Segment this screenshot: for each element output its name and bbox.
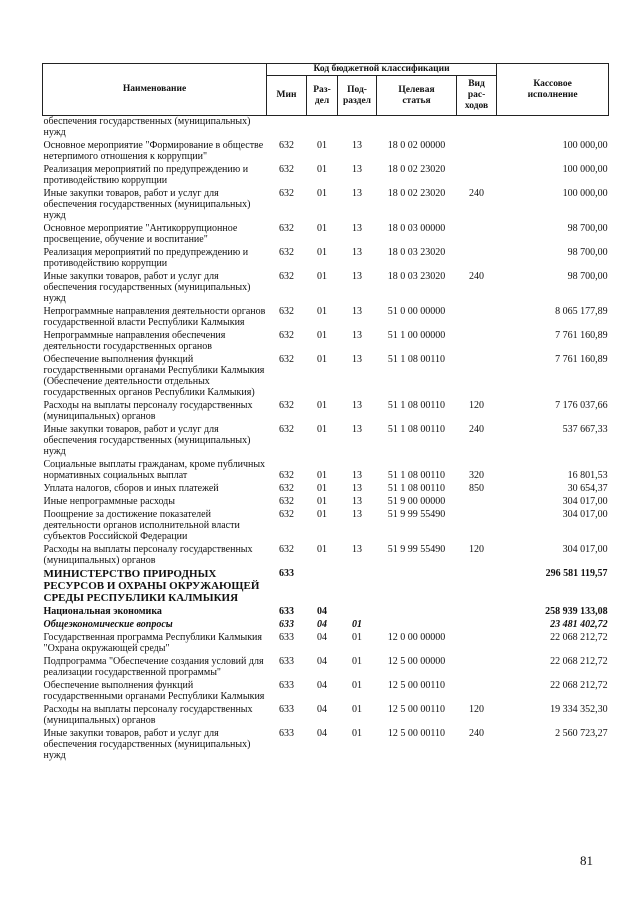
row-amount: 296 581 119,57 (545, 568, 608, 579)
row-podrazdel-code (338, 566, 377, 604)
row-razdel-code: 01 (317, 544, 327, 555)
row-article-code: 51 9 99 55490 (387, 544, 446, 555)
row-amount: 23 481 402,72 (550, 619, 608, 630)
row-amount: 98 700,00 (567, 247, 608, 258)
row-razdel-code: 01 (317, 140, 327, 151)
row-razdel-code: 01 (317, 164, 327, 175)
row-min-code: 633 (279, 728, 294, 739)
row-min-code: 632 (279, 223, 294, 234)
table-row (43, 352, 609, 398)
row-min-code: 632 (279, 188, 294, 199)
table-row (43, 617, 609, 630)
row-vid-code (457, 678, 497, 702)
row-podrazdel-code: 01 (352, 704, 362, 715)
row-article-code: 51 9 99 55490 (387, 509, 446, 520)
table-row (43, 138, 609, 162)
row-article-code: 12 5 00 00110 (387, 680, 446, 691)
row-min-code: 633 (279, 656, 294, 667)
row-podrazdel-code: 13 (352, 544, 362, 555)
row-article-code: 18 0 03 00000 (387, 223, 446, 234)
row-min-code: 633 (279, 680, 294, 691)
table-row (43, 566, 609, 604)
row-min-code: 632 (279, 271, 294, 282)
row-amount: 22 068 212,72 (550, 680, 608, 691)
row-razdel-code: 01 (317, 354, 327, 365)
row-razdel-code: 04 (317, 632, 327, 643)
row-razdel-code: 01 (317, 424, 327, 435)
row-min-code: 632 (279, 140, 294, 151)
row-article-code: 51 1 08 00110 (387, 424, 446, 435)
row-name: Иные закупки товаров, работ и услуг для обеспечения государственных (муниципальных) нужд (43, 728, 251, 761)
row-vid-code (457, 116, 497, 139)
row-article-code: 51 1 08 00110 (387, 354, 446, 365)
row-min-code: 633 (279, 568, 294, 579)
row-razdel-code: 01 (317, 509, 327, 520)
header-classification-group: Код бюджетной классификации (267, 64, 497, 76)
table-row (43, 304, 609, 328)
table-row (43, 422, 609, 457)
row-razdel-code: 01 (317, 483, 327, 494)
row-vid-code (457, 221, 497, 245)
table-row (43, 654, 609, 678)
row-min-code: 632 (279, 354, 294, 365)
row-podrazdel-code: 13 (352, 400, 362, 411)
row-amount: 100 000,00 (562, 188, 608, 199)
row-razdel-code: 04 (317, 728, 327, 739)
table-row (43, 702, 609, 726)
table-header (43, 64, 609, 116)
row-name: Социальные выплаты гражданам, кроме публичных нормативных социальных выплат (43, 459, 266, 481)
row-podrazdel-code: 13 (352, 164, 362, 175)
row-razdel-code: 01 (317, 247, 327, 258)
row-name: Подпрограмма "Обеспечение создания условий для реализации государственной программы" (43, 656, 264, 678)
row-min-code (267, 116, 307, 139)
row-amount: 16 801,53 (567, 470, 608, 481)
row-name: Непрограммные направления деятельности органов государственной власти Республики Калмыкия (43, 306, 266, 328)
row-vid-code (457, 604, 497, 617)
row-min-code: 633 (279, 632, 294, 643)
row-name: МИНИСТЕРСТВО ПРИРОДНЫХ РЕСУРСОВ И ОХРАНЫ ОКРУЖАЮЩЕЙ СРЕДЫ РЕСПУБЛИКИ КАЛМЫКИЯ (43, 568, 260, 604)
row-amount: 258 939 133,08 (545, 606, 608, 617)
table-row (43, 245, 609, 269)
row-vid-code (457, 304, 497, 328)
row-razdel-code (307, 116, 338, 139)
row-amount: 100 000,00 (562, 140, 608, 151)
row-vid-code (457, 494, 497, 507)
table-row (43, 221, 609, 245)
row-amount: 304 017,00 (562, 496, 608, 507)
header-vid: Вид рас- ходов (457, 76, 497, 116)
row-min-code: 632 (279, 470, 294, 481)
row-podrazdel-code: 13 (352, 306, 362, 317)
row-name: Непрограммные направления обеспечения деятельности государственных органов (43, 330, 226, 352)
row-podrazdel-code: 13 (352, 470, 362, 481)
row-vid-code (457, 328, 497, 352)
row-vid-code (457, 654, 497, 678)
row-name: Реализация мероприятий по предупреждению и противодействию коррупции (43, 247, 249, 269)
row-name: Государственная программа Республики Калмыкия "Охрана окружающей среды" (43, 632, 263, 654)
row-min-code: 632 (279, 496, 294, 507)
row-vid-code: 850 (469, 483, 485, 494)
row-name: Основное мероприятие "Формирование в обществе нетерпимого отношения к коррупции" (43, 140, 264, 162)
row-podrazdel-code (338, 604, 377, 617)
table-row (43, 630, 609, 654)
row-amount: 98 700,00 (567, 223, 608, 234)
header-name: Наименование (43, 64, 267, 116)
row-amount: 22 068 212,72 (550, 632, 608, 643)
row-razdel-code: 01 (317, 400, 327, 411)
budget-table (42, 63, 609, 761)
row-min-code: 632 (279, 247, 294, 258)
row-podrazdel-code: 13 (352, 271, 362, 282)
row-article-code: 12 5 00 00000 (387, 656, 446, 667)
row-article-code: 18 0 03 23020 (387, 271, 446, 282)
row-vid-code: 240 (469, 728, 485, 739)
table-row (43, 726, 609, 761)
header-podrazdel: Под- раздел (338, 76, 377, 116)
row-name: Основное мероприятие "Антикоррупционное просвещение, обучение и воспитание" (43, 223, 238, 245)
row-min-code: 632 (279, 400, 294, 411)
row-podrazdel-code: 01 (352, 632, 362, 643)
row-vid-code (457, 352, 497, 398)
row-podrazdel-code: 13 (352, 483, 362, 494)
row-name: Расходы на выплаты персоналу государственных (муниципальных) органов (43, 400, 253, 422)
row-amount: 304 017,00 (562, 544, 608, 555)
row-min-code: 633 (279, 619, 294, 630)
row-min-code: 632 (279, 509, 294, 520)
row-amount: 304 017,00 (562, 509, 608, 520)
row-vid-code (457, 617, 497, 630)
row-vid-code (457, 566, 497, 604)
row-amount: 22 068 212,72 (550, 656, 608, 667)
row-razdel-code: 01 (317, 330, 327, 341)
table-row (43, 328, 609, 352)
table-body (43, 116, 609, 762)
row-vid-code: 120 (469, 544, 485, 555)
table-row (43, 542, 609, 566)
row-razdel-code: 01 (317, 223, 327, 234)
row-amount: 8 065 177,89 (555, 306, 608, 317)
row-razdel-code: 01 (317, 271, 327, 282)
row-article-code: 18 0 02 23020 (387, 164, 446, 175)
row-podrazdel-code: 13 (352, 330, 362, 341)
row-article-code: 51 9 00 00000 (387, 496, 446, 507)
row-amount: 30 654,37 (567, 483, 608, 494)
row-min-code: 632 (279, 544, 294, 555)
row-podrazdel-code: 01 (352, 680, 362, 691)
row-vid-code: 240 (469, 188, 485, 199)
row-vid-code: 120 (469, 400, 485, 411)
header-min: Мин (267, 76, 307, 116)
row-name: Обеспечение выполнения функций государственными органами Республики Калмыкия (43, 680, 265, 702)
row-amount: 2 560 723,27 (555, 728, 608, 739)
row-razdel-code: 01 (317, 470, 327, 481)
row-article-code: 12 0 00 00000 (387, 632, 446, 643)
row-amount: 7 176 037,66 (555, 400, 608, 411)
row-amount: 98 700,00 (567, 271, 608, 282)
row-name: Иные закупки товаров, работ и услуг для обеспечения государственных (муниципальных) нужд (43, 188, 251, 221)
row-podrazdel-code: 13 (352, 223, 362, 234)
table-row (43, 507, 609, 542)
row-vid-code: 120 (469, 704, 485, 715)
row-razdel-code: 01 (317, 496, 327, 507)
table-row (43, 457, 609, 481)
row-min-code: 632 (279, 306, 294, 317)
row-article-code: 12 5 00 00110 (387, 704, 446, 715)
row-article-code: 18 0 03 23020 (387, 247, 446, 258)
row-article-code: 51 1 08 00110 (387, 483, 446, 494)
row-razdel-code: 01 (317, 306, 327, 317)
row-vid-code (457, 162, 497, 186)
table-row (43, 162, 609, 186)
row-razdel-code: 04 (317, 704, 327, 715)
row-vid-code (457, 507, 497, 542)
header-razdel: Раз- дел (307, 76, 338, 116)
row-podrazdel-code: 01 (352, 728, 362, 739)
row-podrazdel-code: 13 (352, 424, 362, 435)
row-min-code: 632 (279, 424, 294, 435)
row-razdel-code: 04 (317, 680, 327, 691)
row-amount: 7 761 160,89 (555, 354, 608, 365)
row-min-code: 633 (279, 704, 294, 715)
row-min-code: 632 (279, 164, 294, 175)
row-vid-code (457, 630, 497, 654)
row-article-code: 51 1 08 00110 (387, 400, 446, 411)
row-article-code: 51 1 00 00000 (387, 330, 446, 341)
row-amount: 100 000,00 (562, 164, 608, 175)
row-podrazdel-code (338, 116, 377, 139)
row-podrazdel-code: 13 (352, 188, 362, 199)
row-vid-code: 320 (469, 470, 485, 481)
row-article-code: 12 5 00 00110 (387, 728, 446, 739)
row-vid-code (457, 138, 497, 162)
row-amount: 7 761 160,89 (555, 330, 608, 341)
row-vid-code: 240 (469, 424, 485, 435)
row-name: Расходы на выплаты персоналу государственных (муниципальных) органов (43, 544, 253, 566)
row-article-code: 18 0 02 00000 (387, 140, 446, 151)
row-article-code (377, 116, 457, 139)
row-article-code (377, 617, 457, 630)
row-article-code: 18 0 02 23020 (387, 188, 446, 199)
row-razdel-code: 04 (317, 656, 327, 667)
row-article-code: 51 0 00 00000 (387, 306, 446, 317)
row-min-code: 633 (279, 606, 294, 617)
row-podrazdel-code: 01 (352, 619, 362, 630)
row-podrazdel-code: 13 (352, 140, 362, 151)
row-name: Реализация мероприятий по предупреждению и противодействию коррупции (43, 164, 249, 186)
row-amount: 19 334 352,30 (550, 704, 608, 715)
row-article-code (377, 566, 457, 604)
table-row (43, 269, 609, 304)
table-row (43, 186, 609, 221)
row-name: Иные непрограммные расходы (43, 496, 175, 507)
table-row (43, 604, 609, 617)
row-podrazdel-code: 13 (352, 247, 362, 258)
row-razdel-code: 01 (317, 188, 327, 199)
row-article-code (377, 604, 457, 617)
row-min-code: 632 (279, 330, 294, 341)
row-razdel-code: 04 (317, 619, 327, 630)
row-name: обеспечения государственных (муниципальных) нужд (43, 116, 251, 138)
table-row (43, 398, 609, 422)
row-name: Расходы на выплаты персоналу государственных (муниципальных) органов (43, 704, 253, 726)
row-podrazdel-code: 13 (352, 354, 362, 365)
row-name: Общеэкономические вопросы (43, 619, 173, 630)
row-podrazdel-code: 01 (352, 656, 362, 667)
table-row (43, 481, 609, 494)
page-number: 81 (580, 853, 593, 868)
table-row (43, 678, 609, 702)
row-vid-code (457, 245, 497, 269)
row-name: Национальная экономика (43, 606, 162, 617)
row-podrazdel-code: 13 (352, 509, 362, 520)
row-razdel-code (307, 566, 338, 604)
row-podrazdel-code: 13 (352, 496, 362, 507)
header-amount: Кассовое исполнение (497, 64, 609, 116)
row-amount (497, 116, 609, 139)
row-razdel-code: 04 (317, 606, 327, 617)
table-row (43, 116, 609, 139)
row-article-code: 51 1 08 00110 (387, 470, 446, 481)
row-min-code: 632 (279, 483, 294, 494)
row-amount: 537 667,33 (562, 424, 608, 435)
row-name: Уплата налогов, сборов и иных платежей (43, 483, 219, 494)
row-vid-code: 240 (469, 271, 485, 282)
row-name: Иные закупки товаров, работ и услуг для обеспечения государственных (муниципальных) нужд (43, 424, 251, 457)
row-name: Поощрение за достижение показателей деятельности органов исполнительной власти субъектов Российской Федерации (43, 509, 240, 542)
header-article: Целевая статья (377, 76, 457, 116)
row-name: Обеспечение выполнения функций государственными органами Республики Калмыкия (Обеспечение деятельности отдельных государственных органов Республики Калмыкия) (43, 354, 265, 398)
row-name: Иные закупки товаров, работ и услуг для обеспечения государственных (муниципальных) нужд (43, 271, 251, 304)
table-row (43, 494, 609, 507)
